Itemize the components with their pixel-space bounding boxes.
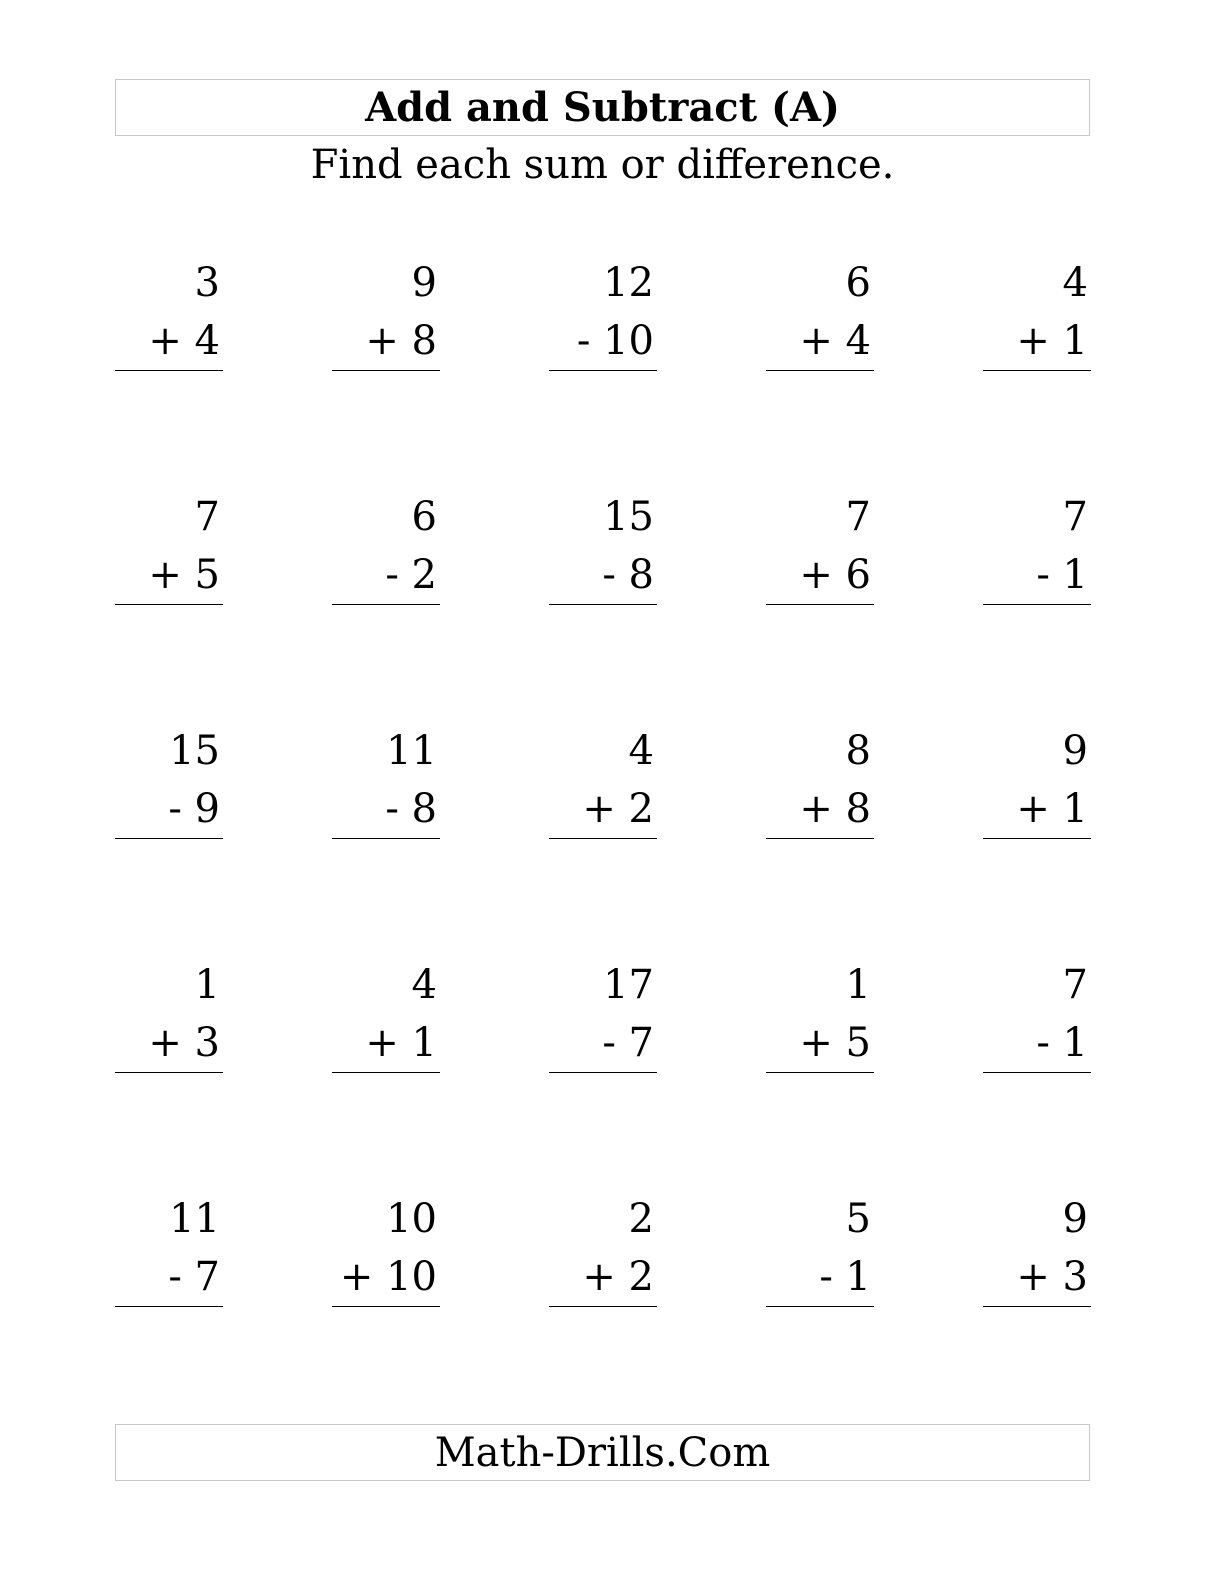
answer-line — [115, 838, 223, 839]
worksheet-title: Add and Subtract (A) — [365, 83, 840, 131]
problem — [549, 494, 657, 607]
problem-bottom-number: 7 — [194, 1254, 220, 1300]
problem-bottom-number: 8 — [628, 552, 654, 598]
problem-bottom-row — [365, 1020, 437, 1066]
problem-bottom-number: 1 — [1062, 786, 1088, 832]
problem — [983, 260, 1091, 373]
footer-box — [115, 1424, 1090, 1481]
problem-bottom-row — [799, 786, 871, 832]
problem-bottom-row — [339, 1254, 437, 1300]
problem-bottom-row — [168, 1254, 220, 1300]
problem-top-number: 7 — [845, 494, 871, 540]
problem — [332, 728, 440, 841]
problem-bottom-number: 8 — [411, 318, 437, 364]
answer-line — [332, 1306, 440, 1307]
problem-operator: + — [799, 552, 833, 598]
problem-bottom-row — [819, 1254, 871, 1300]
problem — [766, 1196, 874, 1309]
problem — [983, 494, 1091, 607]
problem-operator: - — [602, 1020, 616, 1066]
problem-bottom-row — [148, 1020, 220, 1066]
problem-top-number: 10 — [386, 1196, 437, 1242]
problem-bottom-number: 1 — [411, 1020, 437, 1066]
problem-operator: - — [385, 552, 399, 598]
problem-top-number: 3 — [194, 260, 220, 306]
problem-operator: + — [799, 318, 833, 364]
answer-line — [332, 1072, 440, 1073]
problem-bottom-row — [148, 552, 220, 598]
problem — [766, 260, 874, 373]
problem-operator: + — [799, 1020, 833, 1066]
problem — [332, 494, 440, 607]
answer-line — [549, 1306, 657, 1307]
answer-line — [983, 1072, 1091, 1073]
problem-bottom-number: 10 — [603, 318, 654, 364]
problem — [332, 260, 440, 373]
problem-bottom-row — [799, 1020, 871, 1066]
answer-line — [983, 838, 1091, 839]
problem-top-number: 2 — [628, 1196, 654, 1242]
problem-operator: + — [1016, 786, 1050, 832]
answer-line — [766, 370, 874, 371]
answer-line — [115, 1072, 223, 1073]
problem-bottom-row — [385, 552, 437, 598]
problem-bottom-number: 8 — [845, 786, 871, 832]
problem-bottom-row — [1016, 1254, 1088, 1300]
problem-bottom-row — [385, 786, 437, 832]
problem-bottom-row — [799, 318, 871, 364]
problem-top-number: 17 — [603, 962, 654, 1008]
answer-line — [549, 370, 657, 371]
footer-site-name: Math-Drills.Com — [434, 1429, 771, 1476]
problem-top-number: 4 — [628, 728, 654, 774]
problem-top-number: 11 — [386, 728, 437, 774]
problem-bottom-number: 1 — [1062, 1020, 1088, 1066]
problem-bottom-row — [576, 318, 654, 364]
problem-bottom-number: 8 — [411, 786, 437, 832]
problem-top-number: 11 — [169, 1196, 220, 1242]
problem-bottom-number: 1 — [1062, 552, 1088, 598]
problem-operator: - — [1036, 552, 1050, 598]
problem-bottom-row — [1036, 552, 1088, 598]
problem-operator: + — [1016, 1254, 1050, 1300]
problem-operator: + — [582, 1254, 616, 1300]
problem-bottom-row — [582, 1254, 654, 1300]
problem-bottom-number: 3 — [1062, 1254, 1088, 1300]
problem-bottom-number: 3 — [194, 1020, 220, 1066]
problem-bottom-row — [1036, 1020, 1088, 1066]
answer-line — [332, 370, 440, 371]
problem — [115, 494, 223, 607]
problem-bottom-number: 5 — [845, 1020, 871, 1066]
problem-top-number: 6 — [845, 260, 871, 306]
answer-line — [332, 604, 440, 605]
problem-operator: + — [365, 318, 399, 364]
problem-bottom-row — [799, 552, 871, 598]
problem-top-number: 9 — [1062, 728, 1088, 774]
problem-operator: - — [602, 552, 616, 598]
problem — [115, 260, 223, 373]
problem-top-number: 1 — [845, 962, 871, 1008]
answer-line — [332, 838, 440, 839]
problem-top-number: 5 — [845, 1196, 871, 1242]
answer-line — [983, 604, 1091, 605]
answer-line — [766, 1306, 874, 1307]
problem-operator: - — [385, 786, 399, 832]
problem-operator: + — [339, 1254, 374, 1300]
problem-operator: + — [799, 786, 833, 832]
problem-operator: + — [148, 1020, 182, 1066]
problem-top-number: 7 — [1062, 962, 1088, 1008]
problem — [332, 1196, 440, 1309]
problem — [115, 1196, 223, 1309]
problem-bottom-number: 9 — [194, 786, 220, 832]
problem-bottom-number: 4 — [845, 318, 871, 364]
problem-bottom-number: 2 — [628, 786, 654, 832]
problem — [766, 728, 874, 841]
title-box — [115, 79, 1090, 136]
problem-operator: - — [168, 786, 182, 832]
problem — [115, 962, 223, 1075]
problem-bottom-row — [365, 318, 437, 364]
answer-line — [115, 370, 223, 371]
problem-bottom-number: 1 — [1062, 318, 1088, 364]
problem-bottom-number: 2 — [411, 552, 437, 598]
problem-top-number: 7 — [194, 494, 220, 540]
problem-bottom-number: 2 — [628, 1254, 654, 1300]
answer-line — [766, 604, 874, 605]
problem — [549, 1196, 657, 1309]
problem — [766, 962, 874, 1075]
answer-line — [115, 1306, 223, 1307]
problem-operator: + — [1016, 318, 1050, 364]
problem-bottom-row — [582, 786, 654, 832]
problem — [332, 962, 440, 1075]
problem-bottom-number: 4 — [194, 318, 220, 364]
problem-top-number: 12 — [603, 260, 654, 306]
problem-top-number: 1 — [194, 962, 220, 1008]
problem-operator: + — [582, 786, 616, 832]
problem — [549, 962, 657, 1075]
answer-line — [766, 838, 874, 839]
problem — [115, 728, 223, 841]
problem-bottom-number: 6 — [845, 552, 871, 598]
problem-operator: + — [365, 1020, 399, 1066]
problem-bottom-row — [1016, 786, 1088, 832]
problem-operator: - — [168, 1254, 182, 1300]
problem-bottom-row — [168, 786, 220, 832]
problem — [983, 1196, 1091, 1309]
problem-bottom-row — [602, 552, 654, 598]
problem-bottom-row — [148, 318, 220, 364]
problem-top-number: 4 — [411, 962, 437, 1008]
answer-line — [549, 838, 657, 839]
problem-bottom-number: 10 — [386, 1254, 437, 1300]
problem-top-number: 9 — [1062, 1196, 1088, 1242]
problem — [983, 728, 1091, 841]
problem-operator: - — [576, 318, 591, 364]
problem-top-number: 4 — [1062, 260, 1088, 306]
worksheet-instructions: Find each sum or difference. — [310, 142, 895, 188]
problem-operator: - — [1036, 1020, 1050, 1066]
problem-operator: - — [819, 1254, 833, 1300]
problem-bottom-row — [1016, 318, 1088, 364]
problem — [549, 728, 657, 841]
answer-line — [549, 1072, 657, 1073]
problem-top-number: 6 — [411, 494, 437, 540]
problem-bottom-number: 7 — [628, 1020, 654, 1066]
answer-line — [983, 370, 1091, 371]
problem-bottom-row — [602, 1020, 654, 1066]
problem — [549, 260, 657, 373]
answer-line — [983, 1306, 1091, 1307]
problem — [766, 494, 874, 607]
problem — [983, 962, 1091, 1075]
problem-top-number: 15 — [169, 728, 220, 774]
answer-line — [115, 604, 223, 605]
problem-top-number: 7 — [1062, 494, 1088, 540]
problem-operator: + — [148, 318, 182, 364]
answer-line — [549, 604, 657, 605]
problem-bottom-number: 5 — [194, 552, 220, 598]
problem-top-number: 8 — [845, 728, 871, 774]
problem-top-number: 9 — [411, 260, 437, 306]
problem-top-number: 15 — [603, 494, 654, 540]
answer-line — [766, 1072, 874, 1073]
problem-bottom-number: 1 — [845, 1254, 871, 1300]
problem-operator: + — [148, 552, 182, 598]
